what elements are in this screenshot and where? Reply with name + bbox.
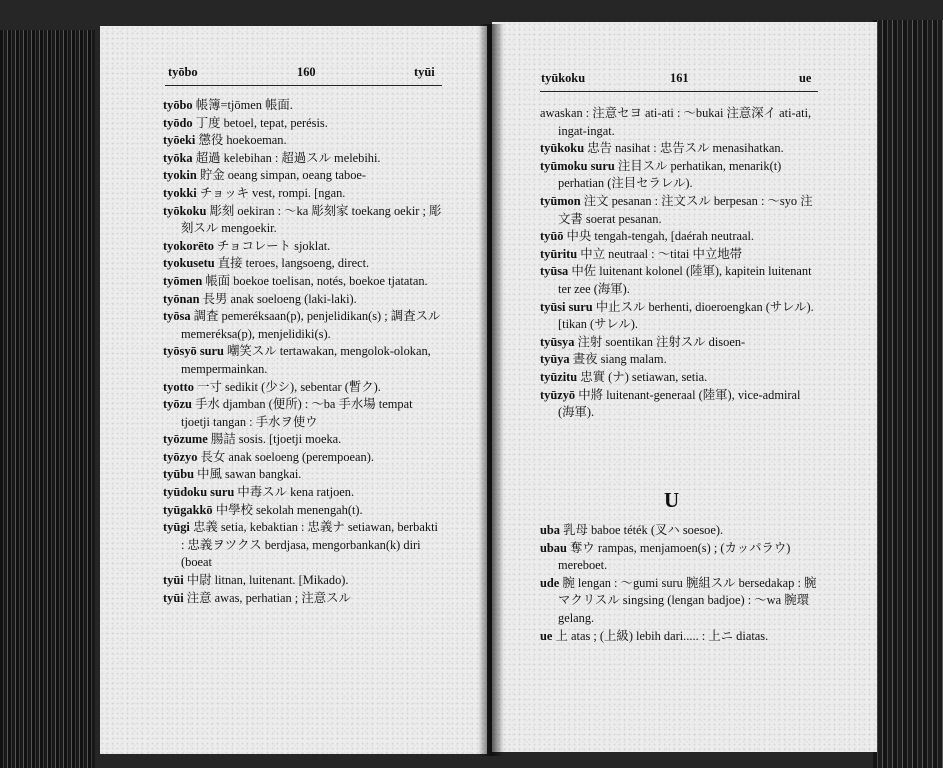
- dictionary-entry: [163, 379, 443, 397]
- entry-headword: tyokki: [163, 185, 197, 200]
- left-page-edges: [0, 30, 95, 768]
- entry-headword: tyōeki: [163, 133, 196, 148]
- entry-headword: tyūya: [540, 352, 570, 367]
- entry-headword: tyūgakkō: [163, 502, 213, 517]
- entry-definition: 中風 sawan bangkai.: [197, 467, 302, 482]
- entry-headword: tyūkoku: [540, 141, 585, 156]
- dictionary-entry: [163, 466, 443, 484]
- entry-headword: tyotto: [163, 379, 194, 394]
- entry-headword: tyūi: [163, 573, 184, 588]
- entry-definition: 一寸 sedikit (少シ), sebentar (暫ク).: [197, 379, 381, 394]
- entry-headword: tyōzume: [163, 432, 208, 447]
- entry-headword: tyōnan: [163, 291, 200, 306]
- right-entries-u: [540, 522, 820, 645]
- dictionary-entry: [163, 343, 443, 378]
- entry-definition: 中毒スル kena ratjoen.: [237, 485, 355, 500]
- dictionary-entry: [540, 387, 820, 422]
- entry-headword: tyōka: [163, 150, 193, 165]
- entry-definition: 超過 kelebihan : 超過スル melebihi.: [195, 150, 381, 165]
- entry-definition: 懲役 hoekoeman.: [198, 133, 287, 148]
- right-header-rule: [540, 91, 818, 92]
- dictionary-entry: [163, 273, 443, 291]
- dictionary-entry: [540, 628, 820, 646]
- entry-headword: tyokorēto: [163, 238, 214, 253]
- dictionary-entry: [163, 167, 443, 185]
- dictionary-entry: [540, 246, 820, 264]
- dictionary-entry: [540, 369, 820, 387]
- entry-headword: uba: [540, 523, 560, 537]
- entry-headword: tyūdoku suru: [163, 485, 235, 500]
- dictionary-entry: [163, 97, 443, 115]
- book-gutter: [478, 24, 504, 756]
- entry-definition: 注目スル perhatikan, menarik(t) perhatian (注目セラレル).: [558, 158, 782, 191]
- dictionary-entry: [540, 334, 820, 352]
- dictionary-entry: [540, 522, 820, 540]
- entry-definition: 調査 pemeréksaan(p), penjelidikan(s) ; 調査スル memeréksa(p), menjelidiki(s).: [181, 309, 441, 341]
- entry-definition: 乳母 baboe téték (叉ハ soesoe).: [563, 523, 724, 537]
- entry-definition: 手水 djamban (便所) : ～ba 手水場 tempat tjoetji tangan : 手水ヲ使ウ: [181, 397, 413, 429]
- entry-headword: tyōmen: [163, 273, 203, 288]
- dictionary-entry: [540, 575, 820, 628]
- left-entries: [163, 97, 443, 607]
- entry-headword: tyōsyō suru: [163, 344, 224, 359]
- dictionary-entry: [163, 502, 443, 520]
- dictionary-entry: [540, 540, 820, 575]
- right-running-head-first: tyūkoku: [541, 71, 586, 85]
- right-running-head-last: ue: [799, 71, 812, 85]
- dictionary-entry: [540, 105, 820, 140]
- left-running-head-first: tyōbo: [168, 65, 198, 79]
- entry-headword: tyōbo: [163, 98, 193, 112]
- dictionary-entry: [163, 238, 443, 256]
- entry-definition: 長男 anak soeloeng (laki-laki).: [202, 291, 357, 306]
- dictionary-entry: [163, 484, 443, 502]
- entry-definition: 忠實 (ナ) setiawan, setia.: [580, 369, 708, 384]
- dictionary-entry: [163, 185, 443, 203]
- dictionary-entry: [163, 115, 443, 133]
- entry-definition: 奪ウ rampas, menjamoen(s) ; (カッパラウ) mereboet.: [558, 540, 791, 573]
- entry-definition: 中立 neutraal : ～titai 中立地帯: [580, 246, 743, 261]
- entry-headword: tyūzyō: [540, 387, 576, 402]
- left-page-number: 160: [297, 65, 316, 79]
- entry-definition: 丁度 betoel, tepat, perésis.: [195, 115, 328, 130]
- dictionary-entry: [163, 255, 443, 273]
- entry-definition: 直接 teroes, langsoeng, direct.: [217, 256, 370, 271]
- dictionary-entry: [540, 140, 820, 158]
- dictionary-entry: [163, 308, 443, 343]
- dictionary-entry: [540, 351, 820, 369]
- left-header-rule: [165, 85, 442, 86]
- entry-headword: tyūgi: [163, 520, 190, 535]
- entry-headword: tyūsya: [540, 334, 575, 349]
- dictionary-entry: [163, 572, 443, 590]
- entry-headword: ude: [540, 575, 560, 590]
- entry-headword: tyūō: [540, 229, 564, 244]
- entry-headword: tyūbu: [163, 467, 194, 482]
- entry-definition: チョコレート sjoklat.: [217, 238, 331, 253]
- entry-definition: 注文 pesanan : 注文スル berpesan : ～syo 注文書 soerat pesanan.: [558, 193, 813, 226]
- entry-definition: 腕 lengan : ～gumi suru 腕組スル bersedakap : 腕マクリスル singsing (lengan badjoe) : ～wa 腕環 gelang.: [558, 575, 817, 625]
- entry-definition: 帳面 boekoe toelisan, notés, boekoe tjatatan.: [205, 273, 428, 288]
- entry-headword: tyūi: [163, 590, 184, 605]
- dictionary-entry: [540, 299, 820, 334]
- dictionary-entry: [163, 291, 443, 309]
- entry-definition: 注射 soentikan 注射スル disoen-: [577, 334, 746, 349]
- entry-headword: tyōkoku: [163, 203, 207, 218]
- entry-definition: 忠告 nasihat : 忠告スル menasihatkan.: [587, 141, 784, 156]
- entry-definition: 忠義 setia, kebaktian : 忠義ナ setiawan, berbakti : 忠義ヲツクス berdjasa, mengorbankan(k) diri (boeat: [181, 520, 438, 570]
- entry-definition: チョッキ vest, rompi. [ngan.: [199, 185, 346, 200]
- dictionary-entry: [163, 203, 443, 238]
- entry-definition: 中尉 litnan, luitenant. [Mikado).: [186, 573, 349, 588]
- entry-definition: 中將 luitenant-generaal (陸軍), vice-admiral (海軍).: [558, 387, 801, 420]
- entry-headword: tyokin: [163, 168, 197, 183]
- entry-headword: tyūzitu: [540, 369, 578, 384]
- dictionary-entry: [163, 396, 443, 431]
- dictionary-entry: [163, 431, 443, 449]
- right-page-edges: [873, 20, 943, 768]
- dictionary-entry: [163, 590, 443, 608]
- entry-headword: tyokusetu: [163, 256, 215, 271]
- entry-headword: tyōzyo: [163, 449, 198, 464]
- right-page-number: 161: [670, 71, 689, 85]
- entry-definition: awaskan : 注意セヨ ati-ati : ～bukai 注意深イ ati-ati, ingat-ingat.: [540, 106, 812, 138]
- dictionary-entry: [163, 132, 443, 150]
- dictionary-entry: [163, 150, 443, 168]
- entry-definition: 中止スル berhenti, dioeroengkan (サレル). [tikan (サレル).: [558, 299, 814, 332]
- dictionary-entry: [540, 263, 820, 298]
- entry-definition: 上 atas ; (上級) lebih dari..... : 上ニ diatas.: [555, 628, 769, 643]
- entry-headword: ubau: [540, 540, 567, 555]
- right-entries: [540, 105, 820, 422]
- entry-definition: 帳簿=tjōmen 帳面.: [195, 98, 293, 112]
- entry-headword: tyūsi suru: [540, 299, 593, 314]
- dictionary-entry: [163, 449, 443, 467]
- entry-headword: tyūmoku suru: [540, 158, 615, 173]
- dictionary-entry: [163, 519, 443, 572]
- entry-definition: 彫刻 oekiran : ～ka 彫刻家 toekang oekir ; 彫刻スル mengoekir.: [181, 203, 442, 236]
- entry-definition: 中佐 luitenant kolonel (陸軍), kapitein luitenant ter zee (海軍).: [558, 264, 812, 296]
- entry-headword: ue: [540, 628, 553, 643]
- entry-definition: 長女 anak soeloeng (perempoean).: [200, 449, 374, 464]
- left-running-head-last: tyūi: [414, 65, 435, 79]
- entry-definition: 貯金 oeang simpan, oeang taboe-: [199, 168, 367, 183]
- dictionary-entry: [540, 158, 820, 193]
- entry-headword: tyūmon: [540, 193, 581, 208]
- entry-definition: 中學校 sekolah menengah(t).: [215, 502, 363, 517]
- entry-headword: tyōzu: [163, 397, 192, 412]
- entry-definition: 晝夜 siang malam.: [572, 352, 667, 367]
- entry-headword: tyūsa: [540, 264, 569, 279]
- dictionary-entry: [540, 193, 820, 228]
- dictionary-entry: [540, 228, 820, 246]
- entry-headword: tyōdo: [163, 115, 193, 130]
- entry-definition: 腸詰 sosis. [tjoetji moeka.: [210, 432, 342, 447]
- section-letter: U: [664, 488, 680, 512]
- entry-headword: tyōsa: [163, 309, 191, 324]
- entry-definition: 注意 awas, perhatian ; 注意スル: [186, 590, 351, 605]
- entry-definition: 中央 tengah-tengah, [daérah neutraal.: [566, 229, 755, 244]
- entry-definition: 嘲笑スル tertawakan, mengolok-olokan, mempermainkan.: [181, 344, 431, 376]
- entry-headword: tyūritu: [540, 246, 578, 261]
